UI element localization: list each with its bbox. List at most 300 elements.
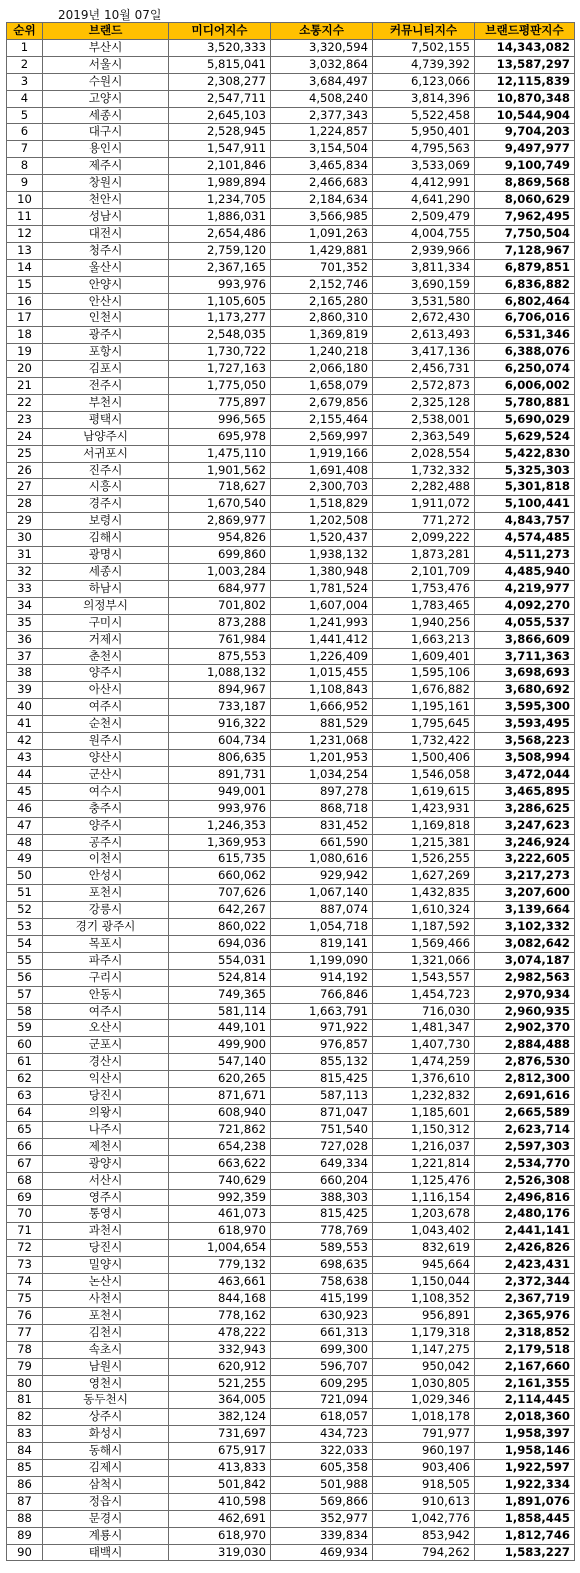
rank-cell: 84 [7, 1443, 43, 1460]
rank-cell: 11 [7, 208, 43, 225]
rank-cell: 26 [7, 462, 43, 479]
brand-cell: 거제시 [43, 631, 169, 648]
table-row [7, 378, 575, 395]
communication-index-cell: 2,466,683 [271, 175, 373, 192]
rank-cell: 72 [7, 1240, 43, 1257]
communication-index-cell: 881,529 [271, 716, 373, 733]
community-index-cell: 1,873,281 [373, 547, 475, 564]
brand-cell: 상주시 [43, 1409, 169, 1426]
brand-cell: 여주시 [43, 699, 169, 716]
media-index-cell: 618,970 [169, 1223, 271, 1240]
rank-cell: 81 [7, 1392, 43, 1409]
table-body [7, 39, 575, 1561]
table-row [7, 56, 575, 73]
brand-reputation-index-cell: 14,343,082 [475, 39, 575, 56]
brand-cell: 논산시 [43, 1274, 169, 1291]
community-index-cell: 5,950,401 [373, 124, 475, 141]
media-index-cell: 2,869,977 [169, 513, 271, 530]
brand-cell: 광명시 [43, 547, 169, 564]
table-row [7, 1476, 575, 1493]
community-index-cell: 2,456,731 [373, 361, 475, 378]
brand-cell: 서귀포시 [43, 445, 169, 462]
community-index-cell: 1,195,161 [373, 699, 475, 716]
media-index-cell: 608,940 [169, 1105, 271, 1122]
media-index-cell: 319,030 [169, 1544, 271, 1561]
rank-cell: 2 [7, 56, 43, 73]
table-row [7, 969, 575, 986]
brand-cell: 용인시 [43, 141, 169, 158]
brand-reputation-index-cell: 13,587,297 [475, 56, 575, 73]
table-header-row [7, 23, 575, 40]
media-index-cell: 695,978 [169, 428, 271, 445]
communication-index-cell: 815,425 [271, 1071, 373, 1088]
community-index-cell: 2,028,554 [373, 445, 475, 462]
communication-index-cell: 596,707 [271, 1358, 373, 1375]
rank-cell: 73 [7, 1257, 43, 1274]
rank-cell: 5 [7, 107, 43, 124]
brand-cell: 포천시 [43, 885, 169, 902]
community-index-cell: 2,325,128 [373, 394, 475, 411]
brand-reputation-index-cell: 1,891,076 [475, 1493, 575, 1510]
table-row [7, 1375, 575, 1392]
community-index-cell: 853,942 [373, 1527, 475, 1544]
header-rank: 순위 [7, 23, 43, 40]
brand-cell: 오산시 [43, 1020, 169, 1037]
community-index-cell: 1,676,882 [373, 682, 475, 699]
media-index-cell: 449,101 [169, 1020, 271, 1037]
brand-reputation-index-cell: 3,472,044 [475, 766, 575, 783]
media-index-cell: 707,626 [169, 885, 271, 902]
communication-index-cell: 3,032,864 [271, 56, 373, 73]
table-row [7, 496, 575, 513]
brand-reputation-index-cell: 10,544,904 [475, 107, 575, 124]
rank-cell: 87 [7, 1493, 43, 1510]
rank-cell: 88 [7, 1510, 43, 1527]
table-row [7, 648, 575, 665]
table-row [7, 1443, 575, 1460]
table-row [7, 1510, 575, 1527]
media-index-cell: 701,802 [169, 597, 271, 614]
brand-reputation-index-cell: 1,583,227 [475, 1544, 575, 1561]
rank-cell: 4 [7, 90, 43, 107]
brand-reputation-index-cell: 1,812,746 [475, 1527, 575, 1544]
brand-reputation-index-cell: 3,508,994 [475, 749, 575, 766]
table-row [7, 428, 575, 445]
community-index-cell: 1,732,332 [373, 462, 475, 479]
rank-cell: 89 [7, 1527, 43, 1544]
media-index-cell: 993,976 [169, 276, 271, 293]
brand-reputation-index-cell: 2,179,518 [475, 1341, 575, 1358]
brand-cell: 경주시 [43, 496, 169, 513]
report-date: 2019년 10월 07일 [58, 8, 162, 22]
rank-cell: 29 [7, 513, 43, 530]
table-row [7, 800, 575, 817]
table-row [7, 834, 575, 851]
media-index-cell: 916,322 [169, 716, 271, 733]
communication-index-cell: 1,518,829 [271, 496, 373, 513]
communication-index-cell: 661,313 [271, 1324, 373, 1341]
brand-cell: 의왕시 [43, 1105, 169, 1122]
table-row [7, 175, 575, 192]
community-index-cell: 1,203,678 [373, 1206, 475, 1223]
rank-cell: 79 [7, 1358, 43, 1375]
brand-reputation-index-cell: 6,879,851 [475, 259, 575, 276]
communication-index-cell: 609,295 [271, 1375, 373, 1392]
communication-index-cell: 1,380,948 [271, 564, 373, 581]
brand-reputation-index-cell: 3,222,605 [475, 851, 575, 868]
table-row [7, 90, 575, 107]
brand-cell: 진주시 [43, 462, 169, 479]
brand-cell: 공주시 [43, 834, 169, 851]
community-index-cell: 1,500,406 [373, 749, 475, 766]
brand-reputation-index-cell: 6,706,016 [475, 310, 575, 327]
communication-index-cell: 699,300 [271, 1341, 373, 1358]
brand-reputation-index-cell: 2,597,303 [475, 1138, 575, 1155]
community-index-cell: 1,185,601 [373, 1105, 475, 1122]
table-row [7, 1189, 575, 1206]
brand-reputation-index-cell: 7,962,495 [475, 208, 575, 225]
media-index-cell: 547,140 [169, 1054, 271, 1071]
rank-cell: 6 [7, 124, 43, 141]
communication-index-cell: 3,154,504 [271, 141, 373, 158]
communication-index-cell: 868,718 [271, 800, 373, 817]
media-index-cell: 954,826 [169, 530, 271, 547]
table-row [7, 530, 575, 547]
media-index-cell: 1,173,277 [169, 310, 271, 327]
rank-cell: 38 [7, 665, 43, 682]
rank-cell: 27 [7, 479, 43, 496]
community-index-cell: 1,179,318 [373, 1324, 475, 1341]
table-row [7, 242, 575, 259]
brand-reputation-index-cell: 2,691,616 [475, 1088, 575, 1105]
brand-cell: 이천시 [43, 851, 169, 868]
brand-reputation-index-cell: 6,802,464 [475, 293, 575, 310]
community-index-cell: 910,613 [373, 1493, 475, 1510]
communication-index-cell: 815,425 [271, 1206, 373, 1223]
brand-cell: 익산시 [43, 1071, 169, 1088]
brand-cell: 남원시 [43, 1358, 169, 1375]
brand-cell: 대구시 [43, 124, 169, 141]
brand-cell: 안양시 [43, 276, 169, 293]
communication-index-cell: 2,300,703 [271, 479, 373, 496]
brand-cell: 창원시 [43, 175, 169, 192]
media-index-cell: 604,734 [169, 733, 271, 750]
table-row [7, 1358, 575, 1375]
community-index-cell: 1,216,037 [373, 1138, 475, 1155]
media-index-cell: 410,598 [169, 1493, 271, 1510]
brand-reputation-index-cell: 2,902,370 [475, 1020, 575, 1037]
brand-cell: 양주시 [43, 665, 169, 682]
brand-cell: 광양시 [43, 1155, 169, 1172]
media-index-cell: 1,775,050 [169, 378, 271, 395]
community-index-cell: 1,147,275 [373, 1341, 475, 1358]
rank-cell: 76 [7, 1307, 43, 1324]
brand-cell: 화성시 [43, 1426, 169, 1443]
community-index-cell: 1,610,324 [373, 902, 475, 919]
media-index-cell: 1,475,110 [169, 445, 271, 462]
brand-reputation-index-cell: 5,780,881 [475, 394, 575, 411]
table-row [7, 682, 575, 699]
rank-cell: 10 [7, 192, 43, 209]
table-row [7, 935, 575, 952]
brand-reputation-index-cell: 2,423,431 [475, 1257, 575, 1274]
community-index-cell: 1,030,805 [373, 1375, 475, 1392]
brand-cell: 당진시 [43, 1088, 169, 1105]
media-index-cell: 382,124 [169, 1409, 271, 1426]
brand-cell: 여주시 [43, 1003, 169, 1020]
brand-cell: 천안시 [43, 192, 169, 209]
brand-cell: 춘천시 [43, 648, 169, 665]
communication-index-cell: 871,047 [271, 1105, 373, 1122]
header-brand-reputation-index: 브랜드평판지수 [475, 23, 575, 40]
media-index-cell: 364,005 [169, 1392, 271, 1409]
communication-index-cell: 1,091,263 [271, 225, 373, 242]
media-index-cell: 875,553 [169, 648, 271, 665]
brand-cell: 구미시 [43, 614, 169, 631]
community-index-cell: 1,215,381 [373, 834, 475, 851]
brand-cell: 인천시 [43, 310, 169, 327]
table-row [7, 1493, 575, 1510]
rank-cell: 22 [7, 394, 43, 411]
communication-index-cell: 701,352 [271, 259, 373, 276]
rank-cell: 40 [7, 699, 43, 716]
media-index-cell: 891,731 [169, 766, 271, 783]
rank-cell: 66 [7, 1138, 43, 1155]
communication-index-cell: 388,303 [271, 1189, 373, 1206]
communication-index-cell: 605,358 [271, 1460, 373, 1477]
brand-cell: 광주시 [43, 327, 169, 344]
communication-index-cell: 1,226,409 [271, 648, 373, 665]
brand-reputation-index-cell: 9,497,977 [475, 141, 575, 158]
table-row [7, 580, 575, 597]
brand-cell: 남양주시 [43, 428, 169, 445]
table-row [7, 1121, 575, 1138]
brand-reputation-index-cell: 2,876,530 [475, 1054, 575, 1071]
media-index-cell: 581,114 [169, 1003, 271, 1020]
community-index-cell: 2,101,709 [373, 564, 475, 581]
community-index-cell: 1,481,347 [373, 1020, 475, 1037]
brand-reputation-index-cell: 9,100,749 [475, 158, 575, 175]
table-row [7, 225, 575, 242]
brand-cell: 강릉시 [43, 902, 169, 919]
community-index-cell: 2,672,430 [373, 310, 475, 327]
brand-cell: 아산시 [43, 682, 169, 699]
communication-index-cell: 501,988 [271, 1476, 373, 1493]
communication-index-cell: 3,320,594 [271, 39, 373, 56]
community-index-cell: 1,454,723 [373, 986, 475, 1003]
brand-reputation-index-cell: 3,698,693 [475, 665, 575, 682]
rank-cell: 32 [7, 564, 43, 581]
brand-cell: 나주시 [43, 1121, 169, 1138]
media-index-cell: 996,565 [169, 411, 271, 428]
media-index-cell: 2,308,277 [169, 73, 271, 90]
media-index-cell: 733,187 [169, 699, 271, 716]
brand-reputation-index-cell: 3,595,300 [475, 699, 575, 716]
community-index-cell: 1,783,465 [373, 597, 475, 614]
communication-index-cell: 1,781,524 [271, 580, 373, 597]
brand-reputation-index-cell: 3,082,642 [475, 935, 575, 952]
community-index-cell: 1,150,312 [373, 1121, 475, 1138]
brand-reputation-index-cell: 2,018,360 [475, 1409, 575, 1426]
brand-cell: 서산시 [43, 1172, 169, 1189]
media-index-cell: 1,727,163 [169, 361, 271, 378]
header-brand: 브랜드 [43, 23, 169, 40]
table-row [7, 716, 575, 733]
table-row [7, 479, 575, 496]
brand-cell: 제주시 [43, 158, 169, 175]
media-index-cell: 993,976 [169, 800, 271, 817]
communication-index-cell: 1,080,616 [271, 851, 373, 868]
community-index-cell: 1,018,178 [373, 1409, 475, 1426]
media-index-cell: 332,943 [169, 1341, 271, 1358]
rank-cell: 65 [7, 1121, 43, 1138]
communication-index-cell: 721,094 [271, 1392, 373, 1409]
table-row [7, 1071, 575, 1088]
brand-reputation-index-cell: 1,858,445 [475, 1510, 575, 1527]
rank-cell: 67 [7, 1155, 43, 1172]
communication-index-cell: 415,199 [271, 1290, 373, 1307]
brand-reputation-index-cell: 6,836,882 [475, 276, 575, 293]
communication-index-cell: 1,241,993 [271, 614, 373, 631]
brand-cell: 안동시 [43, 986, 169, 1003]
brand-cell: 경산시 [43, 1054, 169, 1071]
community-index-cell: 960,197 [373, 1443, 475, 1460]
table-row [7, 564, 575, 581]
table-row [7, 445, 575, 462]
media-index-cell: 806,635 [169, 749, 271, 766]
communication-index-cell: 2,165,280 [271, 293, 373, 310]
brand-reputation-index-cell: 3,247,623 [475, 817, 575, 834]
communication-index-cell: 1,691,408 [271, 462, 373, 479]
community-index-cell: 716,030 [373, 1003, 475, 1020]
rank-cell: 58 [7, 1003, 43, 1020]
rank-cell: 41 [7, 716, 43, 733]
table-row [7, 902, 575, 919]
brand-reputation-index-cell: 2,812,300 [475, 1071, 575, 1088]
media-index-cell: 992,359 [169, 1189, 271, 1206]
brand-reputation-index-cell: 2,114,445 [475, 1392, 575, 1409]
community-index-cell: 1,595,106 [373, 665, 475, 682]
brand-reputation-index-cell: 2,318,852 [475, 1324, 575, 1341]
brand-cell: 김제시 [43, 1460, 169, 1477]
communication-index-cell: 819,141 [271, 935, 373, 952]
brand-reputation-index-cell: 2,167,660 [475, 1358, 575, 1375]
brand-reputation-index-cell: 8,060,629 [475, 192, 575, 209]
communication-index-cell: 661,590 [271, 834, 373, 851]
table-row [7, 1037, 575, 1054]
table-row [7, 1409, 575, 1426]
communication-index-cell: 2,155,464 [271, 411, 373, 428]
communication-index-cell: 1,231,068 [271, 733, 373, 750]
brand-reputation-index-cell: 3,286,625 [475, 800, 575, 817]
media-index-cell: 521,255 [169, 1375, 271, 1392]
media-index-cell: 1,670,540 [169, 496, 271, 513]
communication-index-cell: 1,441,412 [271, 631, 373, 648]
communication-index-cell: 352,977 [271, 1510, 373, 1527]
communication-index-cell: 587,113 [271, 1088, 373, 1105]
community-index-cell: 3,690,159 [373, 276, 475, 293]
brand-reputation-index-cell: 2,982,563 [475, 969, 575, 986]
table-row [7, 124, 575, 141]
community-index-cell: 1,627,269 [373, 868, 475, 885]
rank-cell: 60 [7, 1037, 43, 1054]
communication-index-cell: 2,679,856 [271, 394, 373, 411]
rank-cell: 15 [7, 276, 43, 293]
brand-cell: 문경시 [43, 1510, 169, 1527]
table-row [7, 631, 575, 648]
brand-reputation-index-cell: 2,534,770 [475, 1155, 575, 1172]
rank-cell: 59 [7, 1020, 43, 1037]
communication-index-cell: 1,201,953 [271, 749, 373, 766]
communication-index-cell: 1,240,218 [271, 344, 373, 361]
media-index-cell: 2,548,035 [169, 327, 271, 344]
communication-index-cell: 2,184,634 [271, 192, 373, 209]
brand-reputation-index-cell: 2,884,488 [475, 1037, 575, 1054]
media-index-cell: 1,088,132 [169, 665, 271, 682]
rank-cell: 17 [7, 310, 43, 327]
brand-reputation-index-cell: 2,365,976 [475, 1307, 575, 1324]
communication-index-cell: 1,607,004 [271, 597, 373, 614]
media-index-cell: 620,912 [169, 1358, 271, 1375]
brand-reputation-index-cell: 3,465,895 [475, 783, 575, 800]
rank-cell: 83 [7, 1426, 43, 1443]
rank-cell: 50 [7, 868, 43, 885]
brand-reputation-index-cell: 7,750,504 [475, 225, 575, 242]
rank-cell: 18 [7, 327, 43, 344]
communication-index-cell: 1,520,437 [271, 530, 373, 547]
brand-reputation-index-cell: 2,496,816 [475, 1189, 575, 1206]
communication-index-cell: 2,377,343 [271, 107, 373, 124]
rank-cell: 61 [7, 1054, 43, 1071]
community-index-cell: 1,609,401 [373, 648, 475, 665]
table-row [7, 885, 575, 902]
rank-cell: 63 [7, 1088, 43, 1105]
rank-cell: 43 [7, 749, 43, 766]
table-row [7, 1088, 575, 1105]
communication-index-cell: 1,015,455 [271, 665, 373, 682]
brand-cell: 하남시 [43, 580, 169, 597]
media-index-cell: 501,842 [169, 1476, 271, 1493]
brand-cell: 동해시 [43, 1443, 169, 1460]
brand-cell: 영주시 [43, 1189, 169, 1206]
brand-reputation-index-cell: 5,100,441 [475, 496, 575, 513]
brand-reputation-index-cell: 4,219,977 [475, 580, 575, 597]
media-index-cell: 1,105,605 [169, 293, 271, 310]
rank-cell: 25 [7, 445, 43, 462]
rank-cell: 68 [7, 1172, 43, 1189]
community-index-cell: 791,977 [373, 1426, 475, 1443]
rank-cell: 78 [7, 1341, 43, 1358]
communication-index-cell: 4,508,240 [271, 90, 373, 107]
table-row [7, 208, 575, 225]
media-index-cell: 718,627 [169, 479, 271, 496]
brand-cell: 청주시 [43, 242, 169, 259]
community-index-cell: 794,262 [373, 1544, 475, 1561]
community-index-cell: 2,282,488 [373, 479, 475, 496]
community-index-cell: 1,619,615 [373, 783, 475, 800]
brand-reputation-index-cell: 3,074,187 [475, 952, 575, 969]
brand-cell: 시흥시 [43, 479, 169, 496]
rank-cell: 42 [7, 733, 43, 750]
media-index-cell: 3,520,333 [169, 39, 271, 56]
brand-reputation-index-cell: 2,970,934 [475, 986, 575, 1003]
brand-cell: 통영시 [43, 1206, 169, 1223]
rank-cell: 85 [7, 1460, 43, 1477]
community-index-cell: 1,321,066 [373, 952, 475, 969]
communication-index-cell: 1,663,791 [271, 1003, 373, 1020]
brand-reputation-index-cell: 5,690,029 [475, 411, 575, 428]
table-row [7, 1257, 575, 1274]
